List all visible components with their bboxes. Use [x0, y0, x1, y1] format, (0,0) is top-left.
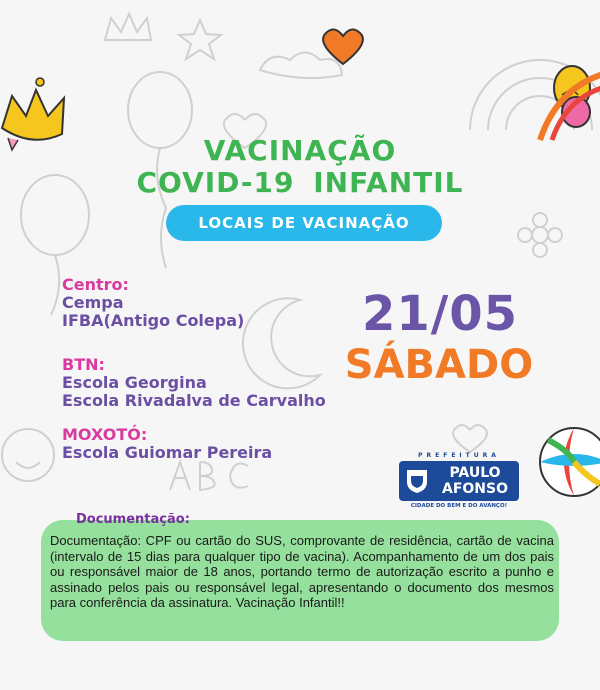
logo-name-line-1: PAULO [449, 465, 501, 481]
logo-box [399, 461, 519, 501]
logo-tagline: CIDADE DO BEM E DO AVANÇO! [410, 503, 508, 509]
prefeitura-logo [397, 452, 521, 514]
documentation-text: Documentação: CPF ou cartão do SUS, comprovante de residência, cartão de vacina (intervalo de 15 dias para qualquer tipo de vacina). Acompanhamento de um dos pais ou responsável maior de 18 anos, portando termo de autorização escrito a punho e assinado pelos pais ou responsável legal, apresentando o documento dos mesmos para conferência da assinatura. Vacinação Infantil!! [50, 533, 554, 610]
location-place: Escola Georgina [62, 373, 207, 392]
event-date: 21/05 [361, 286, 519, 342]
location-region: Centro: [62, 275, 129, 294]
star-icon [179, 20, 221, 59]
smile-doodle [2, 429, 54, 481]
location-group-moxoto [62, 426, 272, 462]
title-line-1: VACINAÇÃO [203, 134, 397, 167]
flower-icon [518, 213, 562, 257]
locations-banner: LOCAIS DE VACINAÇÃO [166, 205, 442, 241]
crown-icon [105, 14, 151, 40]
location-place: IFBA(Antigo Colepa) [62, 311, 245, 330]
location-group-btn [62, 356, 326, 410]
location-group-centro [62, 276, 244, 330]
cloud-doodle [260, 53, 342, 79]
logo-name [433, 465, 517, 497]
location-region: MOXOTÓ: [62, 425, 148, 444]
location-region: BTN: [62, 355, 105, 374]
beach-ball-icon [540, 428, 600, 496]
logo-name-line-2: AFONSO [441, 481, 508, 497]
location-place: Escola Guiomar Pereira [62, 443, 273, 462]
title-line-2: COVID-19 INFANTIL [136, 166, 464, 199]
shield-icon [405, 468, 429, 494]
location-place: Cempa [62, 293, 124, 312]
documentation-label: Documentação: [76, 512, 190, 527]
location-place: Escola Rivadalva de Carvalho [62, 391, 326, 410]
logo-top-text: PREFEITURA [418, 452, 500, 459]
event-weekday: SÁBADO [344, 342, 534, 388]
abc-doodle [170, 462, 248, 490]
